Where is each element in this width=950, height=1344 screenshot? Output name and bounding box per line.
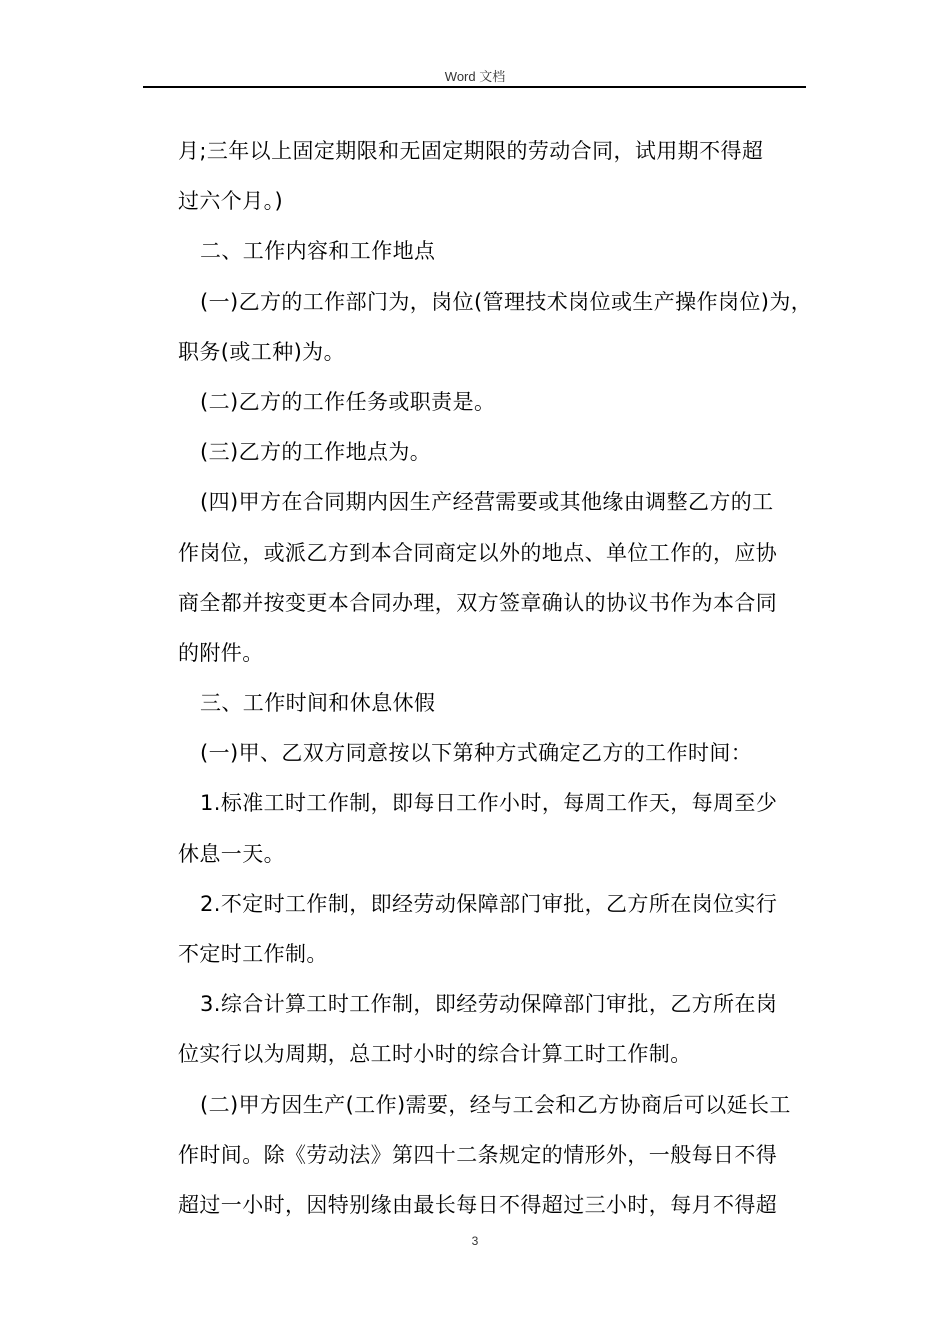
page-header-title: Word 文档 <box>444 69 506 84</box>
page-number: 3 <box>471 1234 479 1248</box>
body-line: 位实行以为周期，总工时小时的综合计算工时工作制。 <box>178 1042 692 1067</box>
body-line: (四)甲方在合同期内因生产经营需要或其他缘由调整乙方的工 <box>200 490 774 515</box>
body-line: 1.标准工时工作制，即每日工作小时，每周工作天，每周至少 <box>200 791 778 816</box>
body-line: (一)乙方的工作部门为，岗位(管理技术岗位或生产操作岗位)为， <box>200 289 813 314</box>
body-line: (二)甲方因生产(工作)需要，经与工会和乙方协商后可以延长工 <box>200 1092 791 1117</box>
section-heading: 二、工作内容和工作地点 <box>200 239 436 264</box>
body-line: 3.综合计算工时工作制，即经劳动保障部门审批，乙方所在岗 <box>200 992 778 1017</box>
body-line: (三)乙方的工作地点为。 <box>200 440 432 465</box>
section-heading: 三、工作时间和休息休假 <box>200 691 436 716</box>
body-line: (一)甲、乙双方同意按以下第种方式确定乙方的工作时间： <box>200 741 753 766</box>
body-line: 作时间。除《劳动法》第四十二条规定的情形外，一般每日不得 <box>178 1142 778 1167</box>
body-line: 不定时工作制。 <box>178 942 328 966</box>
body-line: 超过一小时，因特别缘由最长每日不得超过三小时，每月不得超 <box>178 1192 778 1217</box>
body-line: 月;三年以上固定期限和无固定期限的劳动合同，试用期不得超 <box>178 139 764 163</box>
body-line: 休息一天。 <box>178 841 285 866</box>
document-body <box>178 126 813 1230</box>
body-line: 商全都并按变更本合同办理，双方签章确认的协议书作为本合同 <box>178 590 778 615</box>
body-line: 2.不定时工作制，即经劳动保障部门审批，乙方所在岗位实行 <box>200 891 778 916</box>
body-line: 过六个月。) <box>178 189 284 214</box>
body-line: 作岗位，或派乙方到本合同商定以外的地点、单位工作的，应协 <box>178 540 778 565</box>
body-line: (二)乙方的工作任务或职责是。 <box>200 389 496 414</box>
header-divider <box>143 86 806 88</box>
body-line: 职务(或工种)为。 <box>178 339 345 364</box>
body-line: 的附件。 <box>178 640 264 665</box>
